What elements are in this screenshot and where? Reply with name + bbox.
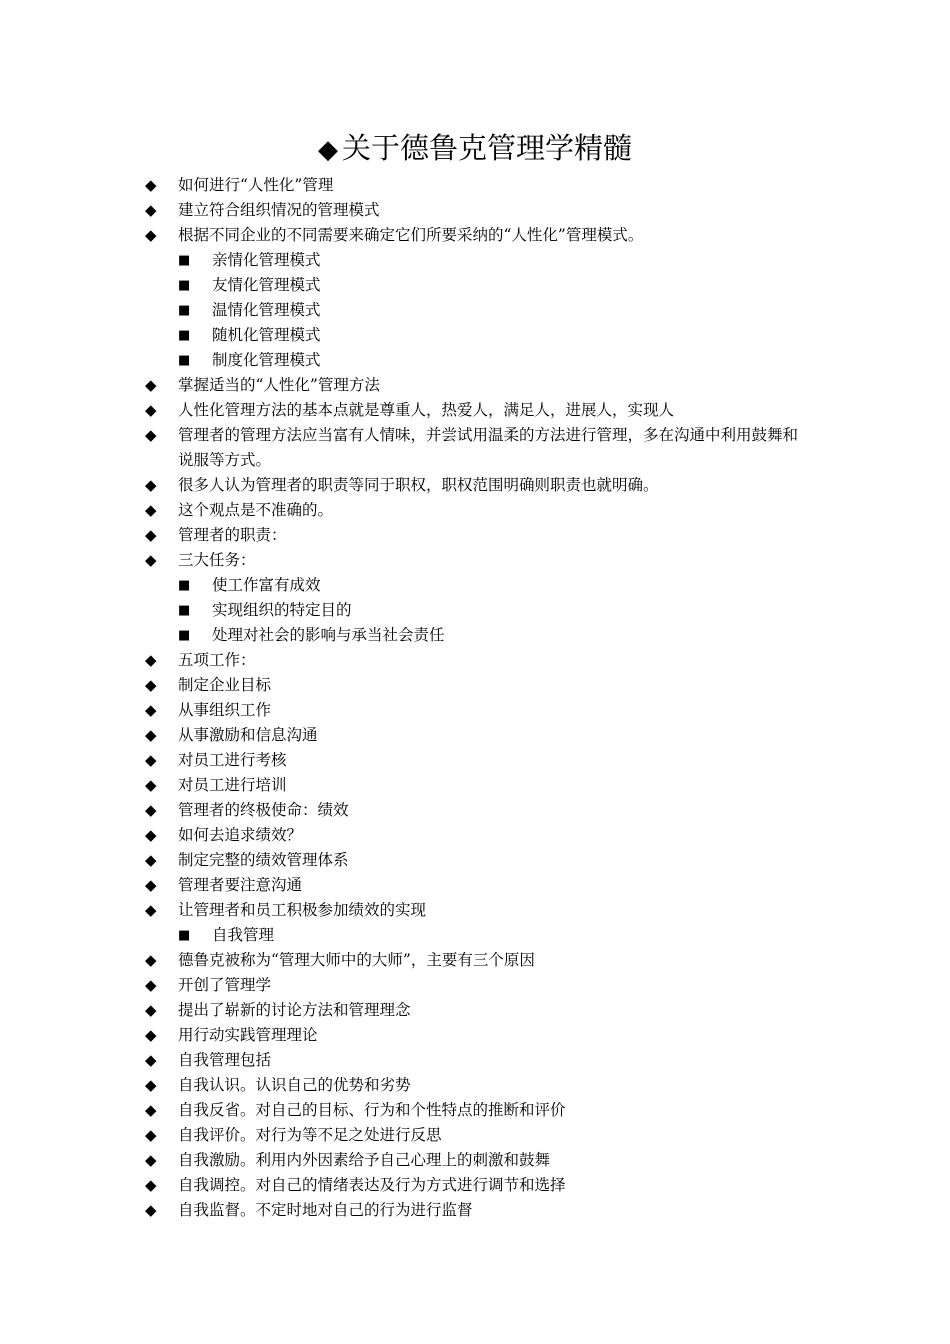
sub-list-item — [0, 298, 950, 323]
list-item-text: 制定企业目标 — [178, 676, 272, 694]
list-item-text: 自我反省。对自己的目标、行为和个性特点的推断和评价 — [178, 1101, 566, 1119]
diamond-bullet-icon: ◆ — [145, 476, 157, 494]
list-item — [0, 698, 950, 723]
diamond-bullet-icon: ◆ — [145, 1201, 157, 1219]
square-bullet-icon: ■ — [178, 603, 191, 618]
diamond-bullet-icon: ◆ — [145, 1101, 157, 1119]
list-item-text: 自我激励。利用内外因素给予自己心理上的刺激和鼓舞 — [178, 1151, 551, 1169]
list-item — [0, 648, 950, 673]
bullet-list — [0, 173, 950, 1223]
sub-list-item — [0, 348, 950, 373]
list-item-text: 亲情化管理模式 — [212, 251, 321, 269]
list-item-text: 自我调控。对自己的情绪表达及行为方式进行调节和选择 — [178, 1176, 566, 1194]
list-item-text: 建立符合组织情况的管理模式 — [178, 201, 380, 219]
list-item — [0, 773, 950, 798]
diamond-bullet-icon: ◆ — [145, 676, 157, 694]
list-item — [0, 973, 950, 998]
list-item — [0, 1123, 950, 1148]
list-item — [0, 748, 950, 773]
list-item-text: 自我评价。对行为等不足之处进行反思 — [178, 1126, 442, 1144]
list-item-text: 管理者要注意沟通 — [178, 876, 303, 894]
list-item — [0, 1198, 950, 1223]
list-item-text: 制定完整的绩效管理体系 — [178, 851, 349, 869]
list-item-text: 从事组织工作 — [178, 701, 272, 719]
sub-list-item — [0, 248, 950, 273]
diamond-bullet-icon: ◆ — [145, 826, 157, 844]
list-item — [0, 798, 950, 823]
list-item-text: 德鲁克被称为“管理大师中的大师”，主要有三个原因 — [178, 951, 535, 969]
square-bullet-icon: ■ — [178, 353, 191, 368]
list-item-text: 用行动实践管理理论 — [178, 1026, 318, 1044]
list-item — [0, 523, 950, 548]
list-item — [0, 948, 950, 973]
diamond-bullet-icon: ◆ — [145, 751, 157, 769]
diamond-bullet-icon: ◆ — [145, 976, 157, 994]
list-item-text: 自我监督。不定时地对自己的行为进行监督 — [178, 1201, 473, 1219]
list-item-text: 开创了管理学 — [178, 976, 272, 994]
list-item — [0, 1173, 950, 1198]
list-item-text: 管理者的管理方法应当富有人情味，并尝试用温柔的方法进行管理，多在沟通中利用鼓舞和说服等方式。 — [178, 426, 799, 469]
list-item-text: 制度化管理模式 — [212, 351, 321, 369]
list-item — [0, 1148, 950, 1173]
sub-list-item — [0, 598, 950, 623]
sub-list-item — [0, 323, 950, 348]
list-item — [0, 198, 950, 223]
list-item-text: 管理者的职责： — [178, 526, 287, 544]
list-item — [0, 498, 950, 523]
list-item — [0, 873, 950, 898]
diamond-bullet-icon: ◆ — [145, 226, 157, 244]
diamond-bullet-icon: ◆ — [145, 1151, 157, 1169]
list-item-text: 根据不同企业的不同需要来确定它们所要采纳的“人性化”管理模式。 — [178, 226, 644, 244]
diamond-bullet-icon: ◆ — [145, 1026, 157, 1044]
sub-list-item — [0, 273, 950, 298]
list-item-text: 对员工进行考核 — [178, 751, 287, 769]
document-title — [0, 128, 950, 170]
list-item — [0, 223, 950, 248]
list-item-text: 人性化管理方法的基本点就是尊重人，热爱人，满足人，进展人，实现人 — [178, 401, 675, 419]
sub-list-item — [0, 623, 950, 648]
list-item — [0, 1098, 950, 1123]
list-item — [0, 423, 950, 473]
list-item — [0, 723, 950, 748]
square-bullet-icon: ■ — [178, 303, 191, 318]
list-item-text: 让管理者和员工积极参加绩效的实现 — [178, 901, 427, 919]
square-bullet-icon: ■ — [178, 628, 191, 643]
list-item-text: 友情化管理模式 — [212, 276, 321, 294]
diamond-bullet-icon: ◆ — [145, 801, 157, 819]
list-item — [0, 1023, 950, 1048]
list-item — [0, 673, 950, 698]
list-item-text: 掌握适当的“人性化”管理方法 — [178, 376, 380, 394]
diamond-bullet-icon: ◆ — [145, 201, 157, 219]
diamond-bullet-icon: ◆ — [145, 726, 157, 744]
diamond-bullet-icon: ◆ — [145, 1051, 157, 1069]
square-bullet-icon: ■ — [178, 278, 191, 293]
diamond-bullet-icon: ◆ — [145, 951, 157, 969]
list-item-text: 随机化管理模式 — [212, 326, 321, 344]
diamond-bullet-icon: ◆ — [145, 501, 157, 519]
square-bullet-icon: ■ — [178, 578, 191, 593]
list-item — [0, 398, 950, 423]
list-item — [0, 823, 950, 848]
list-item-text: 五项工作： — [178, 651, 256, 669]
diamond-bullet-icon: ◆ — [317, 135, 338, 165]
diamond-bullet-icon: ◆ — [145, 176, 157, 194]
square-bullet-icon: ■ — [178, 328, 191, 343]
diamond-bullet-icon: ◆ — [145, 526, 157, 544]
list-item-text: 自我认识。认识自己的优势和劣势 — [178, 1076, 411, 1094]
diamond-bullet-icon: ◆ — [145, 701, 157, 719]
diamond-bullet-icon: ◆ — [145, 426, 157, 444]
list-item — [0, 1073, 950, 1098]
list-item-text: 对员工进行培训 — [178, 776, 287, 794]
list-item — [0, 998, 950, 1023]
document-title-text: 关于德鲁克管理学精髓 — [341, 131, 632, 165]
diamond-bullet-icon: ◆ — [145, 376, 157, 394]
list-item-text: 从事激励和信息沟通 — [178, 726, 318, 744]
list-item — [0, 848, 950, 873]
diamond-bullet-icon: ◆ — [145, 851, 157, 869]
list-item-text: 实现组织的特定目的 — [212, 601, 352, 619]
list-item — [0, 373, 950, 398]
list-item-text: 处理对社会的影响与承当社会责任 — [212, 626, 445, 644]
diamond-bullet-icon: ◆ — [145, 776, 157, 794]
list-item-text: 使工作富有成效 — [212, 576, 321, 594]
list-item-text: 很多人认为管理者的职责等同于职权，职权范围明确则职责也就明确。 — [178, 476, 659, 494]
list-item-text: 温情化管理模式 — [212, 301, 321, 319]
list-item — [0, 473, 950, 498]
diamond-bullet-icon: ◆ — [145, 876, 157, 894]
list-item-text: 如何去追求绩效？ — [178, 826, 303, 844]
sub-list-item — [0, 573, 950, 598]
list-item — [0, 898, 950, 923]
list-item-text: 如何进行“人性化”管理 — [178, 176, 334, 194]
diamond-bullet-icon: ◆ — [145, 1176, 157, 1194]
list-item-text: 自我管理 — [212, 926, 275, 944]
diamond-bullet-icon: ◆ — [145, 651, 157, 669]
list-item-text: 这个观点是不准确的。 — [178, 501, 334, 519]
diamond-bullet-icon: ◆ — [145, 901, 157, 919]
list-item — [0, 1048, 950, 1073]
diamond-bullet-icon: ◆ — [145, 1126, 157, 1144]
diamond-bullet-icon: ◆ — [145, 551, 157, 569]
diamond-bullet-icon: ◆ — [145, 1076, 157, 1094]
list-item — [0, 173, 950, 198]
diamond-bullet-icon: ◆ — [145, 1001, 157, 1019]
list-item-text: 提出了崭新的讨论方法和管理理念 — [178, 1001, 411, 1019]
list-item-text: 三大任务： — [178, 551, 256, 569]
list-item — [0, 548, 950, 573]
square-bullet-icon: ■ — [178, 928, 191, 943]
list-item-text: 管理者的终极使命：绩效 — [178, 801, 349, 819]
list-item-text: 自我管理包括 — [178, 1051, 272, 1069]
sub-list-item — [0, 923, 950, 948]
square-bullet-icon: ■ — [178, 253, 191, 268]
diamond-bullet-icon: ◆ — [145, 401, 157, 419]
